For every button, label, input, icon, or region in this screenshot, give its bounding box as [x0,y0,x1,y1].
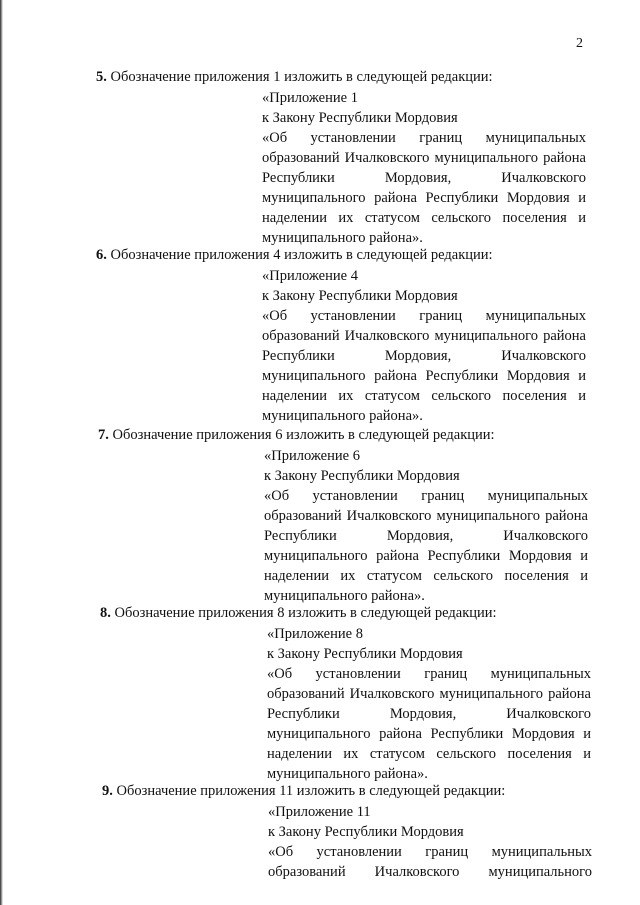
appendix-block-4 [262,266,586,426]
appendix-law-ref: к Закону Республики Мордовия [268,824,464,840]
appendix-heading: «Приложение 8 [267,626,363,642]
item-text: Обозначение приложения 8 изложить в следующей редакции: [114,605,497,621]
appendix-heading: «Приложение 11 [268,804,371,820]
appendix-law-ref: к Закону Республики Мордовия [267,646,463,662]
appendix-block-1 [262,88,586,248]
appendix-heading: «Приложение 6 [264,448,360,464]
item-text: Обозначение приложения 1 изложить в следующей редакции: [110,69,493,85]
appendix-law-title: «Об установлении границ муниципальных образований Ичалковского муниципального [268,844,592,880]
amendment-item-6 [96,246,493,265]
appendix-law-ref: к Закону Республики Мордовия [262,288,458,304]
item-number: 9. [102,783,113,799]
amendment-item-5 [96,68,493,87]
appendix-law-title: «Об установлении границ муниципальных образований Ичалковского муниципального района Республики Мордовия, Ичалковского муниципального района Республики Мордовия и наделении их статусом сельского поселения и муниципального района». [262,308,586,424]
item-number: 6. [96,247,107,263]
item-text: Обозначение приложения 4 изложить в следующей редакции: [110,247,493,263]
scan-edge-shadow [0,0,3,905]
appendix-law-title: «Об установлении границ муниципальных образований Ичалковского муниципального района Республики Мордовия, Ичалковского муниципального района Республики Мордовия и наделении их статусом сельского поселения и муниципального района». [262,130,586,246]
amendment-item-9 [102,782,505,801]
appendix-block-11 [268,802,592,882]
item-text: Обозначение приложения 11 изложить в следующей редакции: [116,783,506,799]
appendix-block-8 [267,624,591,784]
appendix-heading: «Приложение 1 [262,90,358,106]
page-number: 2 [576,36,583,51]
appendix-law-title: «Об установлении границ муниципальных образований Ичалковского муниципального района Республики Мордовия, Ичалковского муниципального района Республики Мордовия и наделении их статусом сельского поселения и муниципального района». [264,488,588,604]
appendix-law-title: «Об установлении границ муниципальных образований Ичалковского муниципального района Республики Мордовия, Ичалковского муниципального района Республики Мордовия и наделении их статусом сельского поселения и муниципального района». [267,666,591,782]
item-number: 5. [96,69,107,85]
item-number: 7. [98,427,109,443]
item-text: Обозначение приложения 6 изложить в следующей редакции: [112,427,495,443]
appendix-block-6 [264,446,588,606]
appendix-heading: «Приложение 4 [262,268,358,284]
appendix-law-ref: к Закону Республики Мордовия [264,468,460,484]
appendix-law-ref: к Закону Республики Мордовия [262,110,458,126]
amendment-item-7 [98,426,495,445]
amendment-item-8 [100,604,497,623]
item-number: 8. [100,605,111,621]
